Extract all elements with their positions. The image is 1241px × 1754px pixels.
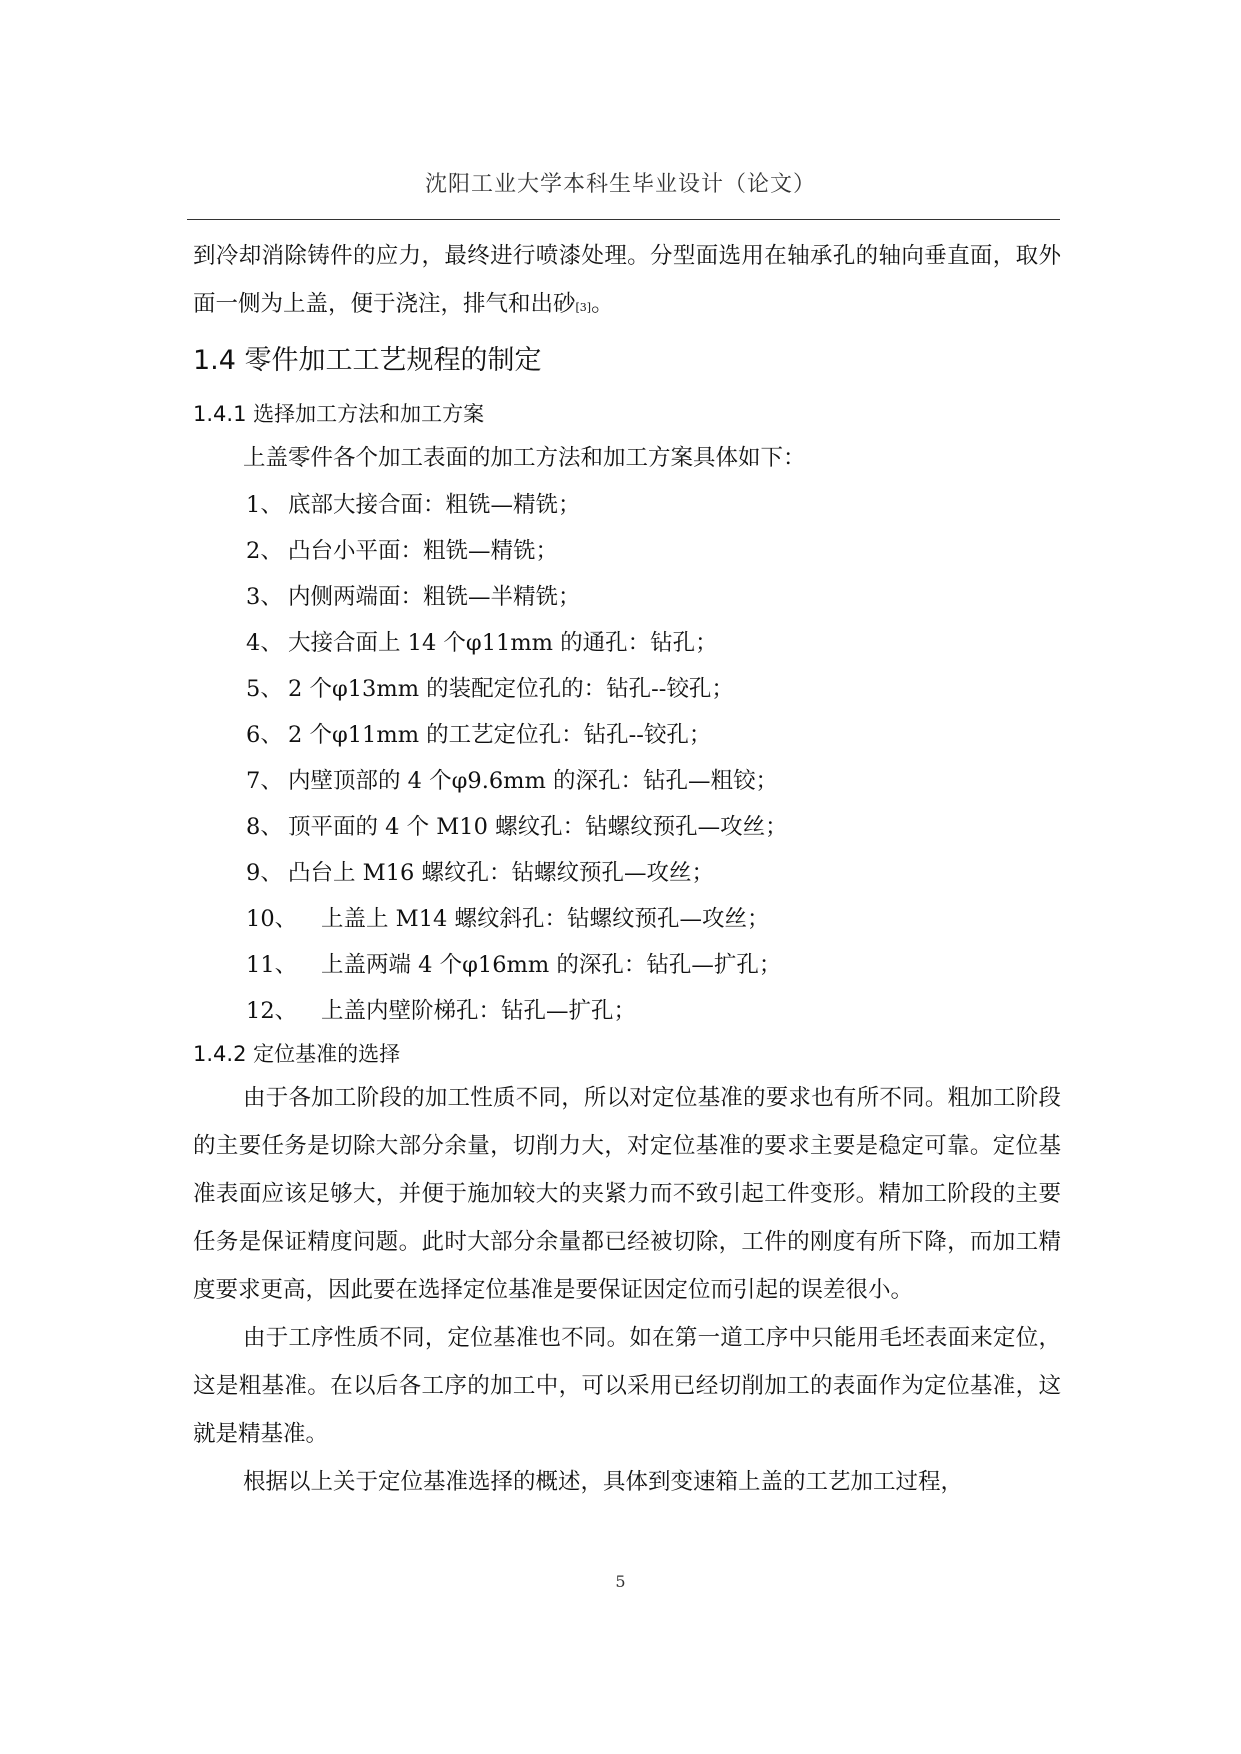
- page-number: 5: [615, 1572, 626, 1591]
- list-item-number: 3、: [246, 584, 283, 610]
- list-item-text: 2 个φ13mm 的装配定位孔的：钻孔--铰孔；: [288, 676, 734, 702]
- list-item-text: 内侧两端面：粗铣—半精铣；: [288, 584, 581, 610]
- page-header-title: 沈阳工业大学本科生毕业设计（论文）: [424, 172, 816, 197]
- list-item-number: 5、: [246, 676, 283, 702]
- list-item-text: 上盖两端 4 个φ16mm 的深孔：钻孔—扩孔；: [321, 952, 782, 978]
- list-item: [193, 804, 1061, 850]
- list-item-number: 8、: [246, 814, 283, 840]
- intro-text: 到冷却消除铸件的应力，最终进行喷漆处理。分型面选用在轴承孔的轴向垂直面，取外面一侧为上盖，便于浇注，排气和出砂: [193, 243, 1061, 317]
- list-item: [193, 482, 1061, 528]
- list-item-text: 凸台上 M16 螺纹孔：钻螺纹预孔—攻丝；: [288, 860, 714, 886]
- list-item: [193, 712, 1061, 758]
- machining-methods-list: [193, 482, 1061, 1034]
- list-item: [193, 850, 1061, 896]
- list-item-number: 7、: [246, 768, 283, 794]
- list-item-text: 底部大接合面：粗铣—精铣；: [288, 492, 581, 518]
- page-content: [193, 232, 1061, 1506]
- list-item-number: 6、: [246, 722, 283, 748]
- intro-end: 。: [591, 291, 614, 317]
- list-item: [193, 620, 1061, 666]
- citation-marker: [3]: [575, 301, 592, 314]
- list-item-text: 顶平面的 4 个 M10 螺纹孔：钻螺纹预孔—攻丝；: [288, 814, 788, 840]
- list-item-text: 上盖上 M14 螺纹斜孔：钻螺纹预孔—攻丝；: [321, 906, 770, 932]
- methods-lead-paragraph: 上盖零件各个加工表面的加工方法和加工方案具体如下：: [243, 445, 806, 471]
- datum-paragraph-1: 由于各加工阶段的加工性质不同，所以对定位基准的要求也有所不同。粗加工阶段的主要任务是切除大部分余量，切削力大，对定位基准的要求主要是稳定可靠。定位基准表面应该足够大，并便于施加较大的夹紧力而不致引起工件变形。精加工阶段的主要任务是保证精度问题。此时大部分余量都已经被切除，工件的刚度有所下降，而加工精度要求更高，因此要在选择定位基准是要保证因定位而引起的误差很小。: [193, 1085, 1061, 1303]
- datum-paragraph-2: 由于工序性质不同，定位基准也不同。如在第一道工序中只能用毛坯表面来定位，这是粗基准。在以后各工序的加工中，可以采用已经切削加工的表面作为定位基准，这就是精基准。: [193, 1325, 1061, 1447]
- list-item: [193, 988, 1061, 1034]
- list-item: [193, 942, 1061, 988]
- list-item: [193, 528, 1061, 574]
- header-divider: [187, 219, 1060, 220]
- list-item-text: 2 个φ11mm 的工艺定位孔：钻孔--铰孔；: [288, 722, 712, 748]
- section-1-4-1-heading: 1.4.1 选择加工方法和加工方案: [193, 402, 485, 426]
- section-1-4-2-heading: 1.4.2 定位基准的选择: [193, 1042, 401, 1066]
- list-item-number: 11、: [246, 952, 298, 978]
- list-item: [193, 574, 1061, 620]
- list-item: [193, 896, 1061, 942]
- list-item-text: 大接合面上 14 个φ11mm 的通孔：钻孔；: [288, 630, 718, 656]
- list-item: [193, 666, 1061, 712]
- list-item-number: 4、: [246, 630, 283, 656]
- list-item-text: 上盖内壁阶梯孔：钻孔—扩孔；: [321, 998, 637, 1024]
- list-item-number: 2、: [246, 538, 283, 564]
- list-item-number: 12、: [246, 998, 298, 1024]
- list-item-text: 内壁顶部的 4 个φ9.6mm 的深孔：钻孔—粗铰；: [288, 768, 778, 794]
- intro-paragraph: [193, 232, 1061, 328]
- list-item-number: 9、: [246, 860, 283, 886]
- section-1-4-heading: 1.4 零件加工工艺规程的制定: [193, 345, 542, 376]
- list-item: [193, 758, 1061, 804]
- list-item-text: 凸台小平面：粗铣—精铣；: [288, 538, 559, 564]
- list-item-number: 1、: [246, 492, 283, 518]
- list-item-number: 10、: [246, 906, 298, 932]
- datum-paragraph-3: 根据以上关于定位基准选择的概述，具体到变速箱上盖的工艺加工过程，: [243, 1469, 964, 1495]
